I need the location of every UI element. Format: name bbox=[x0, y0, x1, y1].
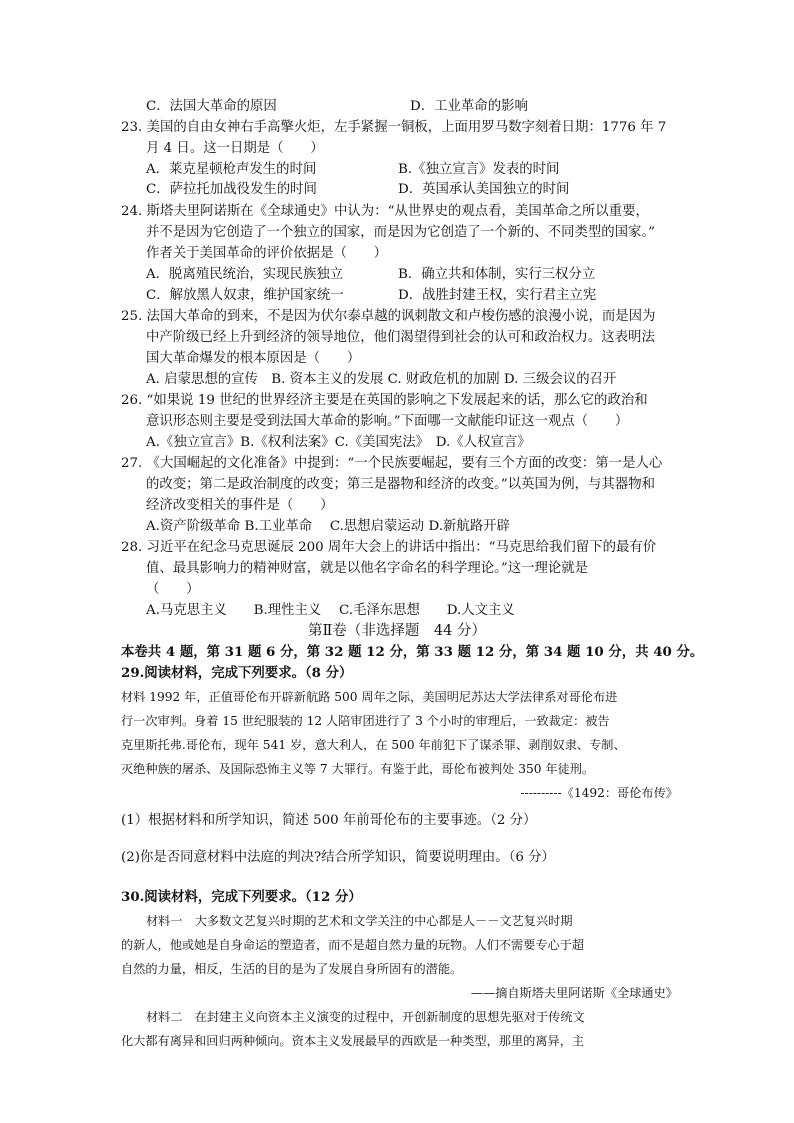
q24-option-b: B．确立共和体制，实行三权分立 bbox=[398, 267, 596, 282]
q30-material2-line-1: 材料二 在封建主义向资本主义演变的过程中，开创新制度的思想先驱对于传统文 bbox=[146, 1010, 585, 1024]
q28-options: A.马克思主义 B.理性主义 C.毛泽东思想 D.人文主义 bbox=[146, 603, 515, 618]
q24-option-c: C．解放黑人奴隶，维护国家统一 bbox=[146, 288, 344, 303]
q28-stem-line-2: 值、最具影响力的精神财富，就是以他名字命名的科学理论。”这一理论就是 bbox=[146, 561, 589, 576]
q27-stem-line-3: 经济改变相关的事件是（ ） bbox=[146, 498, 334, 513]
q23-option-c: C．萨拉托加战役发生的时间 bbox=[146, 182, 317, 197]
q29-subquestion-1: (1）根据材料和所学知识，简述 500 年前哥伦布的主要事迹。（2 分） bbox=[121, 813, 537, 828]
q26-options: A.《独立宣言》B.《权利法案》C.《美国宪法》 D.《人权宣言》 bbox=[146, 435, 531, 450]
q29-material-line-1: 材料 1992 年，正值哥伦布开辟新航路 500 周年之际，美国明尼苏达大学法律系对哥伦布进 bbox=[121, 690, 618, 704]
q26-stem-line-2: 意识形态则主要是受到法国大革命的影响。”下面哪一文献能印证这一观点（ ） bbox=[146, 414, 629, 429]
q23-stem-line-2: 月 4 日。这一日期是（ ） bbox=[146, 141, 324, 156]
q25-stem-line-1: 25. 法国大革命的到来，不是因为伏尔泰卓越的讽刺散文和卢梭伤感的浪漫小说，而是因为 bbox=[121, 309, 656, 324]
q28-stem-line-3: （ ） bbox=[146, 582, 200, 597]
q24-stem-line-2: 并不是因为它创造了一个独立的国家，而是因为它创造了一个新的、不同类型的国家。” bbox=[146, 225, 655, 240]
q29-material-line-4: 灭绝种族的屠杀、及国际恐怖主义等 7 大罪行。有鉴于此，哥伦布被判处 350 年徒刑。 bbox=[121, 762, 595, 776]
q27-stem-line-1: 27. 《大国崛起的文化准备》中提到：“一个民族要崛起，要有三个方面的改变：第一是人心 bbox=[121, 456, 663, 471]
q25-stem-line-2: 中产阶级已经上升到经济的领导地位，他们渴望得到社会的认可和政治权力。这表明法 bbox=[146, 330, 655, 345]
q27-options: A.资产阶级革命 B.工业革命 C.思想启蒙运动 D.新航路开辟 bbox=[146, 519, 510, 534]
q25-options: A. 启蒙思想的宣传 B. 资本主义的发展 C. 财政危机的加剧 D. 三级会议的召开 bbox=[146, 372, 617, 387]
q30-material2-line-2: 化大都有离异和回归两种倾向。资本主义发展最早的西欧是一种类型，那里的离异，主 bbox=[121, 1034, 585, 1048]
part2-note: 本卷共 4 题，第 31 题 6 分，第 32 题 12 分，第 33 题 12 分，第 34 题 10 分，共 40 分。 bbox=[121, 644, 704, 660]
q29-header: 29.阅读材料，完成下列要求。（8 分） bbox=[121, 665, 353, 681]
q30-material1-line-1: 材料一 大多数文艺复兴时期的艺术和文学关注的中心都是人－－文艺复兴时期 bbox=[146, 914, 573, 928]
q29-subquestion-2: (2)你是否同意材料中法庭的判决?结合所学知识，简要说明理由。（6 分） bbox=[121, 850, 555, 865]
q30-material1-line-2: 的新人，他或她是自身命运的塑造者，而不是超自然力量的玩物。人们不需要专心于超 bbox=[121, 938, 585, 952]
q27-stem-line-2: 的改变；第二是政治制度的改变；第三是器物和经济的改变。”以英国为例，与其器物和 bbox=[146, 477, 655, 492]
q23-option-a: A．莱克星顿枪声发生的时间 bbox=[146, 162, 317, 177]
q23-option-b: B.《独立宣言》发表的时间 bbox=[398, 162, 560, 177]
q24-stem-line-3: 作者关于美国革命的评价依据是（ ） bbox=[146, 246, 388, 261]
q22-option-d: D．工业革命的影响 bbox=[410, 99, 528, 114]
q30-material1-source: ——摘自斯塔夫里阿诺斯《全球通史》 bbox=[470, 986, 678, 1000]
q26-stem-line-1: 26. “如果说 19 世纪的世界经济主要是在英国的影响之下发展起来的话，那么它的政治和 bbox=[121, 393, 648, 408]
q29-material-line-2: 行一次审判。身着 15 世纪服装的 12 人陪审团进行了 3 个小时的审理后，一致裁定：被告 bbox=[121, 714, 610, 728]
q28-stem-line-1: 28. 习近平在纪念马克思诞辰 200 周年大会上的讲话中指出：“马克思给我们留下的最有价 bbox=[121, 540, 657, 555]
q23-option-d: D．英国承认美国独立的时间 bbox=[398, 182, 570, 197]
q30-header: 30.阅读材料，完成下列要求。（12 分） bbox=[121, 889, 362, 905]
q22-option-c: C．法国大革命的原因 bbox=[146, 99, 277, 114]
q24-option-a: A．脱离殖民统治，实现民族独立 bbox=[146, 267, 344, 282]
q30-material1-line-3: 自然的力量，相反，生活的目的是为了发展自身所固有的潜能。 bbox=[121, 962, 463, 976]
q24-option-d: D．战胜封建王权，实行君主立宪 bbox=[398, 288, 597, 303]
part2-title: 第Ⅱ卷（非选择题 44 分） bbox=[308, 623, 486, 639]
q23-stem-line-1: 23. 美国的自由女神右手高擎火炬，左手紧握一铜板，上面用罗马数字刻着日期：1776 年 7 bbox=[121, 120, 667, 135]
q24-stem-line-1: 24. 斯塔夫里阿诺斯在《全球通史》中认为：“从世界史的观点看，美国革命之所以重要， bbox=[121, 204, 649, 219]
q25-stem-line-3: 国大革命爆发的根本原因是（ ） bbox=[146, 351, 361, 366]
q29-material-line-3: 克里斯托弗.哥伦布，现年 541 岁，意大利人，在 500 年前犯下了谋杀罪、剥削奴隶、专制、 bbox=[121, 738, 626, 752]
q29-source: ----------《1492：哥伦布传》 bbox=[520, 786, 678, 800]
